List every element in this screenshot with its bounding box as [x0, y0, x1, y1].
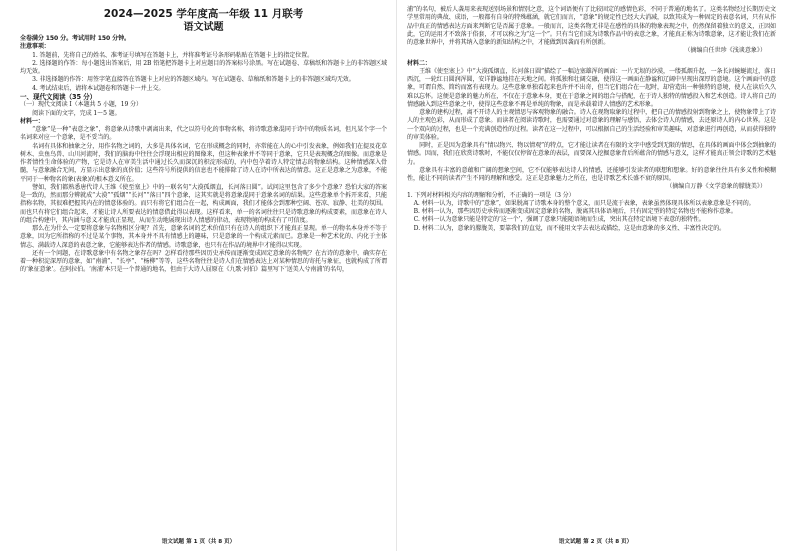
subject-title: 语文试题: [183, 22, 224, 33]
reading-instruction: 阅读下面的文字，完成 1～5 题。: [32, 109, 121, 117]
source-citation: （摘编自任世珍《浅谈意象》）: [684, 47, 766, 55]
passage-paragraph: 意象具有丰富的意蕴和广阔的想象空间，它不仅能够表达诗人的情感，还能够引发读者的联想和想象。好的意象往往具有多义性和模糊性，能让不同的读者产生不同的理解和感受。这正是意象魅力之所在，也是诗歌艺术长盛不衰的原因。: [407, 166, 776, 182]
answer-option: A. 材料一认为，诗歌中的“意象”，如果脱离了诗歌本身的整个意义，而只是流于表象，表象虽然体现具体所以表象意象是不同的。: [413, 199, 755, 207]
note-item: 1. 答题前，先将自己的姓名、准考证号填写在答题卡上，并将准考证号条形码粘贴在答题卡上的指定位置。: [32, 51, 314, 59]
notes-title: 注意事项：: [20, 43, 50, 51]
passage-paragraph: 那么在为什么一定要将意象与名物相区分呢？首先，意象名词的艺术价值只有在诗人的组织下才能真正显现。单一的物名本身并不等于意象，因为它所指称的不过是某个事物，其本身并不具有情感上的趣味，只是意象的一个构成元素而已。意象是一种艺术化的、内化于主体情志、满载诗人深意的表意之象，它能够表达作者的情感。诗歌意象，也只有在作品的境界中才能得以实现。: [20, 225, 387, 249]
passage-paragraph: 王维《使至塞上》中“大漠孤烟直，长河落日圆”描绘了一幅边塞雄浑的画面：一片无垠的沙漠，一缕孤烟升起，一条长河蜿蜒流过，落日西沉，一轮红日圆润浑圆，安详静谧地挂在天地之间。将孤独和壮阔交融，使得这一画面在静谧和辽阔中呈现出深厚的意境。这个画面中的意象，可谓自然、简约而富有表现力。这些意象单独看起来也许并不出奇，但当它们组合在一起时，却营造出一种独特的意境，使人在读后久久难以忘怀。这便是意象的魅力所在，不仅在于意象本身，更在于意象之间的组合与搭配，在于诗人独特的情感投入和艺术创造。诗人将自己的情感融入到这些意象之中，使得这些意象不再是单纯的物象，而是承载着诗人情感的艺术形象。: [407, 67, 776, 108]
exam-page-2: [397, 0, 794, 551]
section-heading: 一、现代文阅读（35 分）: [20, 92, 97, 101]
question-stem: 1. 下列对材料相关内容的理解和分析，不正确的一项是（3 分）: [407, 191, 575, 199]
subsection-heading: （一）现代文阅读 Ⅰ（本题共 5 小题，19 分）: [20, 101, 142, 109]
score-line: 全卷满分 150 分。考试用时 150 分钟。: [20, 35, 130, 42]
answer-option: C. 材料一认为意象只能是特定的‘这一个’，强调了意象只能随语境而生成，突出其在特定语境下表意的独特性。: [413, 216, 705, 224]
passage-paragraph: “意象”是一种“表意之象”，将意象从诗歌中剥离出来，代之以符号化的事物名称，将诗歌意象混同于诗中的物质名词，但凡某个字一个名词来对应一个意象，是不妥当的。: [20, 126, 387, 142]
answer-option: B. 材料一认为，那些因历史承传而逐渐变成固定意象的名物，脱离其具体语境后，只有固定型的特定名物也不能称作意象。: [413, 208, 737, 215]
passage-paragraph: 浦”的名句，被后人袭用来表现送别场景和情别之意，这个词语便有了比较固定的感情色彩，不同于普通的地名了。这类名物经过长期历史文学里常用的典故、成语，一般都有自身的特殊蕴涵，就它们而言，“意象”的规定性已经大大消减，以致其成为一种固定的表意名词，只有从作品中真正的情感表达方面来判断它是否属于意象。一般而言，这类名物无非是在感性的具体的物象表现之中，仍然保留着独立的意义，正因如此，它的运用才不致落于俗套，才可以称之为“这一个”。只有当它们成为诗歌作品中的表意之象，才能真正称为诗歌意象，这才能让我们在新的意象世界中，并将其纳入意象的新知结构之中，才能做到因袭而有所创新。: [407, 6, 776, 46]
passage-paragraph: 意象的建构过程，离不开诗人的主观情思与客观物象的融合。诗人在观物取象的过程中，把自己的情感投射到物象之上，使物象带上了诗人的主观色彩，从而形成了意象。而读者在阅读诗歌时，也需要通过对意象的理解与感悟，去体会诗人的情感，去还原诗人的内心世界。这是一个双向的过程，也是一个充满创造性的过程。读者在这一过程中，可以根据自己的生活经验和审美趣味，对意象进行再创造，从而获得独特的审美体验。: [407, 109, 776, 141]
passage-paragraph: 名词有具体和抽象之分，用作名物之词的，大多是具体名词，它在形成概念的同时，亦常能在人的心中引发表象，例如我们在提及花草树木、虫鱼鸟兽、山川河流时，我们的脑海中往往会浮现出相应的图像来，但这种表象并不等同于意象，它只是表现概念的图像。而意象是作者情性生命体验的产物，它是诗人在审美生活中通过长久而深沉的积淀形成的，内中包孕着诗人特定情志的物象结构。这种情感深入骨髓，与意象融合无间，方显示出意象的真价值；这些符号所提供的信息也不能排除了诗人在诗中所表达的情意。这正是意象之为意象，不能平同于一种物名的象(表象)的根本意义所在。: [20, 142, 387, 183]
material-2-title: 材料二：: [407, 59, 431, 67]
material-1-title: 材料一：: [20, 117, 44, 125]
passage-paragraph: 同时，正是因为意象具有“情以物兴、物以情观”的特点，它才能让读者在有限的文字中感受到无限的情思，在具体的画面中体会到抽象的情感。因而，我们在欣赏诗歌时，不能仅仅停留在意象的表层，而要深入挖掘意象背后所蕴含的情感与意义，这样才能真正领会诗歌的艺术魅力。: [407, 142, 776, 166]
exam-title: 2024—2025 学年度高一年级 11 月联考: [103, 8, 304, 20]
note-item: 4. 考试结束后，请将本试题卷和答题卡一并上交。: [32, 84, 165, 92]
answer-option: D. 材料二认为，意象的朦胧美，要靠我们的直觉，而不能用文字去表达或描绘，这是由意象的多义性、丰富性决定的。: [413, 224, 726, 232]
note-item: 3. 非选择题的作答：用签字笔直接答在答题卡上对应的答题区域内。写在试题卷、草稿纸和答题卡上的非答题区域均无效。: [32, 76, 355, 84]
passage-paragraph: 还有一个问题，在诗歌意象中有名物之象存在吗？怎样看待那些因历史承传而逐渐变成固定意象的名物呢？在古诗的意象中，确实存在着一种积淀深厚的意象，如“南浦”、“长亭”、“杨柳”等等，这些名物往往是诗人们在情感表达上对某种情思的寄托与象征，也就构成了所谓的‘象征意象’。在阿拉伯。‘南浦’本只是一个普通的地名，但由于大诗人屈原在《九歌·河伯》篇里写下‘送美人兮南浦’的名句，: [20, 249, 387, 274]
note-item: 2. 选择题的作答：每小题选出答案后，用 2B 铅笔把答题卡上对应题目的答案标号涂黑。写在试题卷、草稿纸和答题卡上的非答题区域均无效。: [20, 59, 387, 75]
source-citation: （摘编自万静《文学意象的朦胧美》）: [666, 183, 766, 191]
page-footer: 语文试题 第 1 页（共 8 页）: [161, 539, 236, 545]
page-footer: 语文试题 第 2 页（共 8 页）: [558, 539, 633, 545]
passage-paragraph: 譬如，我们都熟悉唐代诗人王维《使至塞上》中的一联名句“大漠孤烟直，长河落日圆”。试问这里包含了多少个意象？恐怕大家的答案是一致的，然而那分辨就成“大漠”“孤烟”“长河”“落日”四个意象，这其实就是将意象混同于意象名词的结果。这些意象单个拆开来看，只能指称名物，其很难把握其内在的情意体验的。而只有将它们组合在一起，构成画面，我们才能体会到那种空阔、苍凉、寂静、壮美的氛围。而也只有将它们组合起来，才能让诗人所要表达的情意借此得以表现。这样看来，单一的名词往往只是诗歌意象的构成要素，而意象在诗人的组合构建中，其内涵与意义才能真正显现，从而生动地展现出诗人情感的律动，表现物境的构成有了可信度。: [20, 183, 387, 224]
